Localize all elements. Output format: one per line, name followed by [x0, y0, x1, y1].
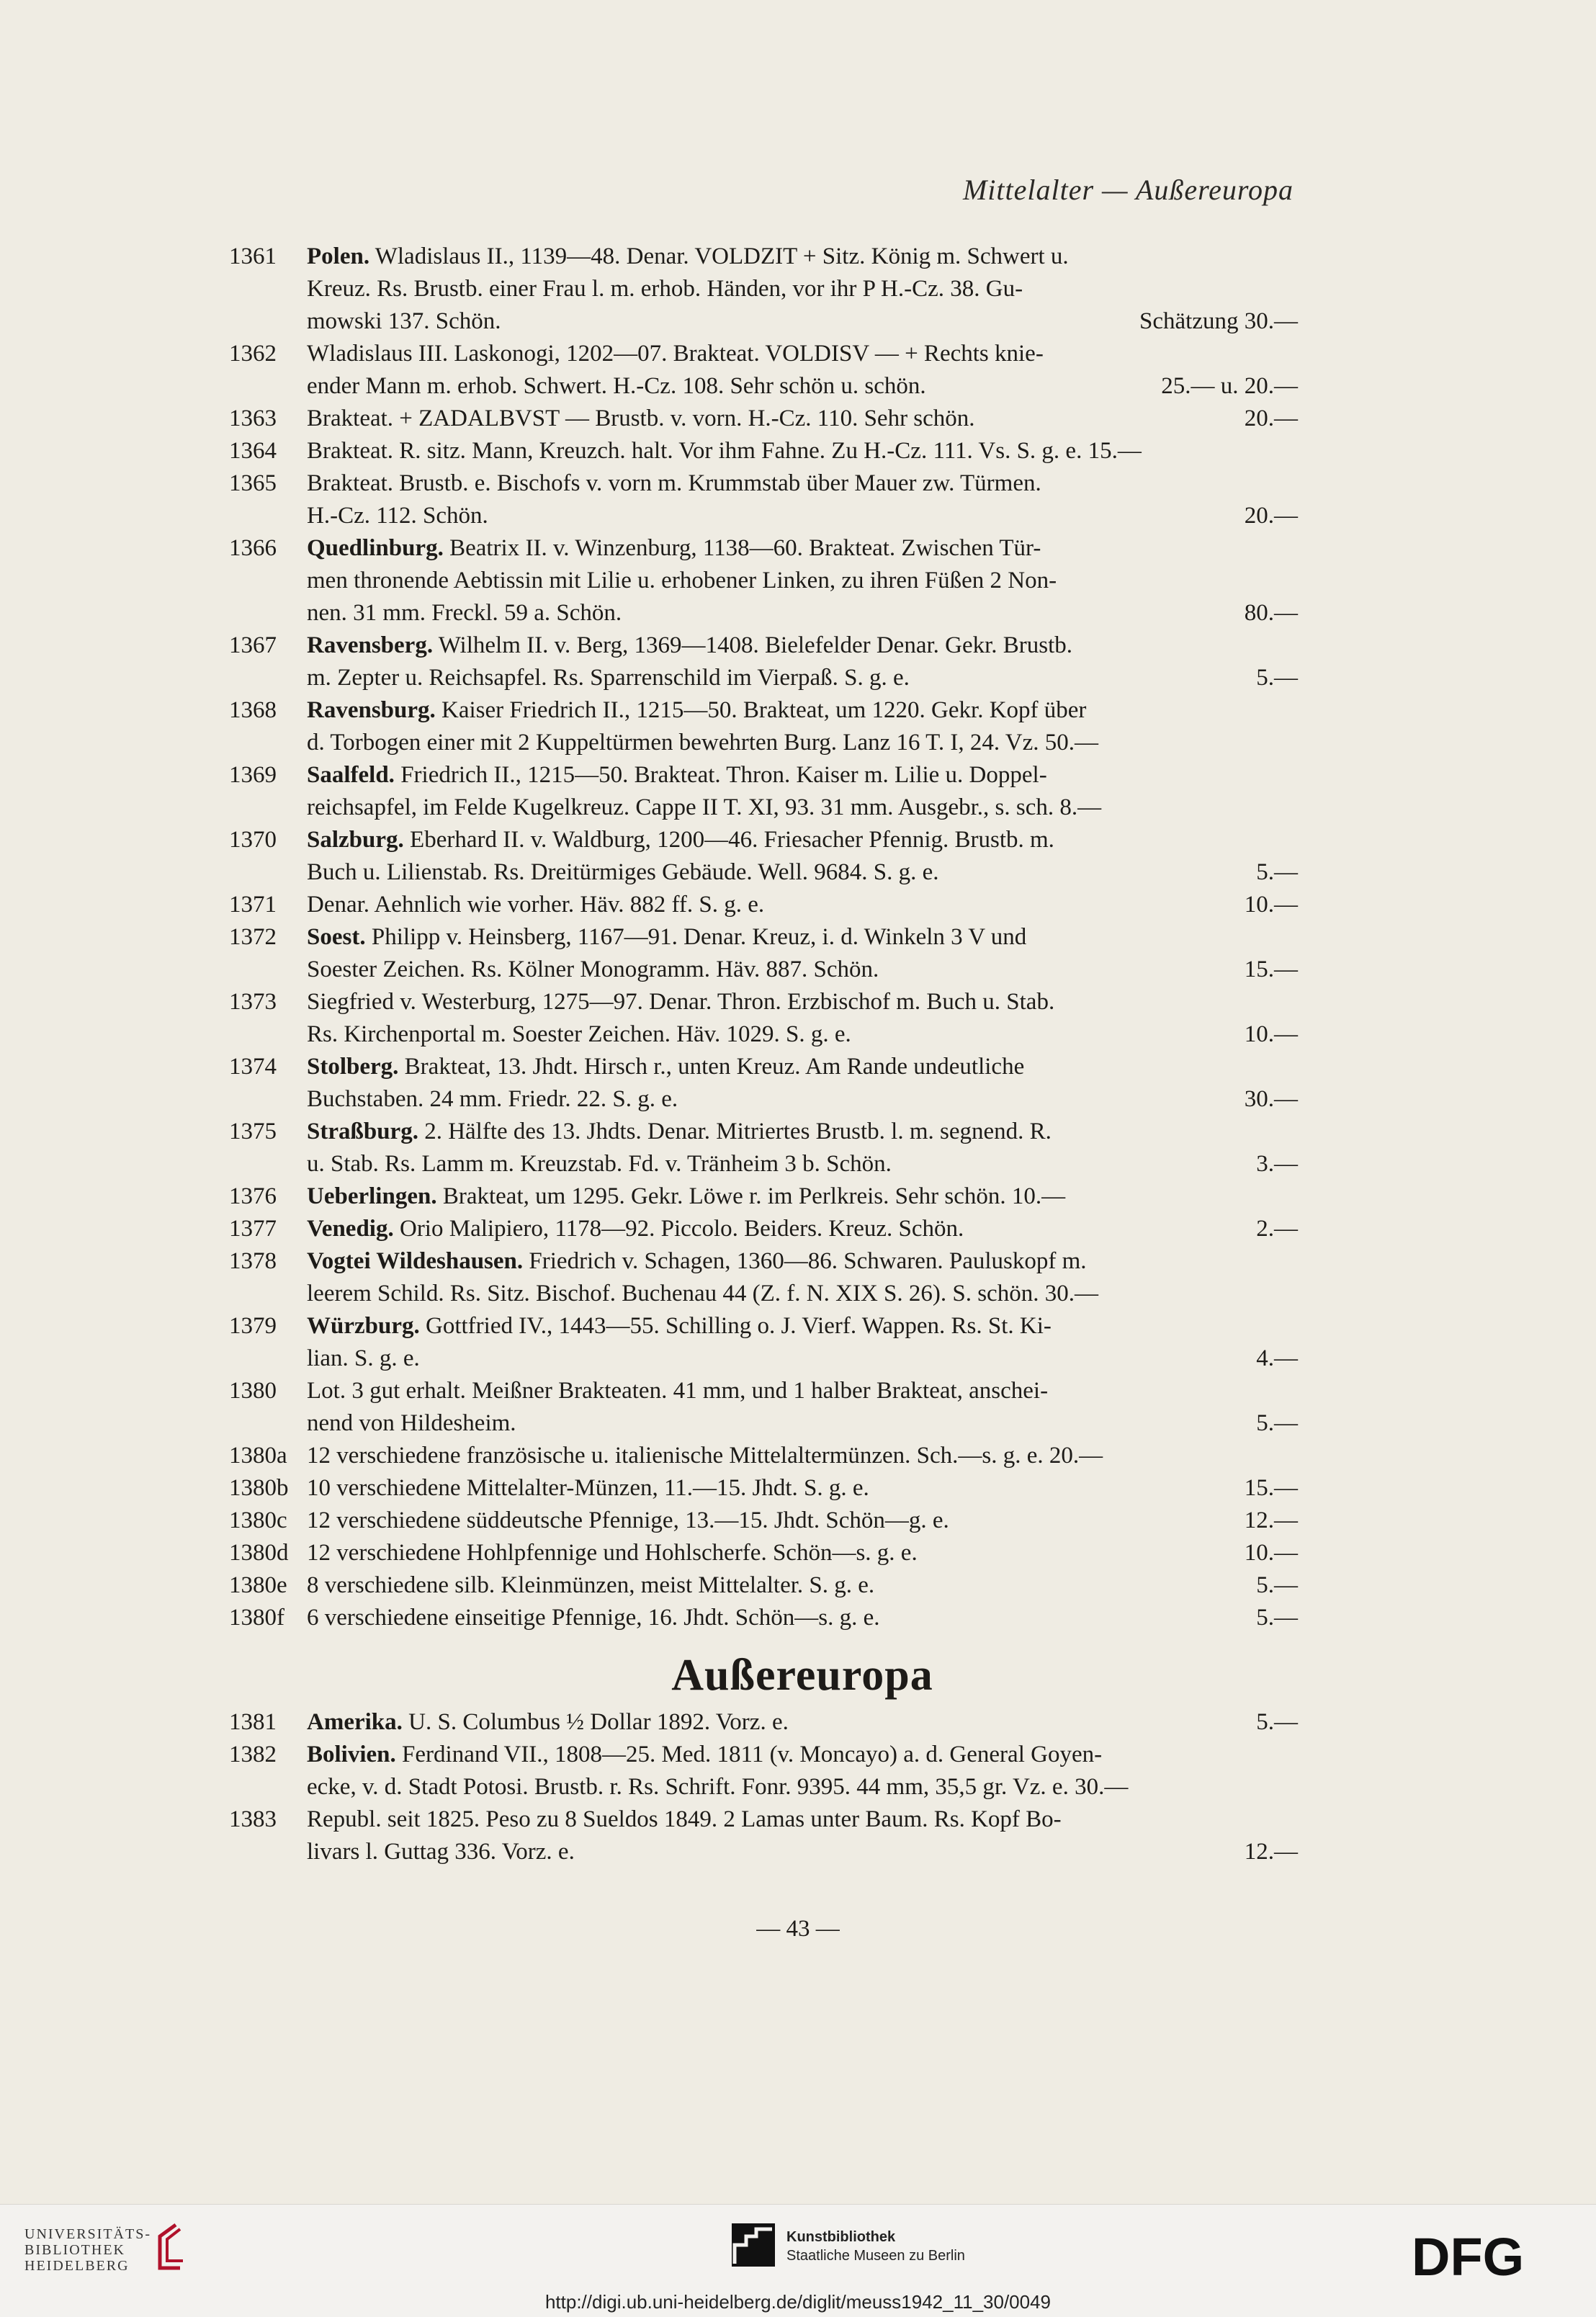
entry-description: 6 verschiedene einseitige Pfennige, 16. Jhdt. Schön—s. g. e.: [307, 1605, 880, 1631]
entry-text: [307, 856, 939, 889]
entry-description: Soester Zeichen. Rs. Kölner Monogramm. Häv. 887. Schön.: [307, 956, 879, 982]
entry-line: [307, 500, 1298, 532]
entry-text: [307, 532, 1041, 565]
entry-text: [307, 1537, 918, 1569]
entry-description: Brakteat. R. sitz. Mann, Kreuzch. halt. Vor ihm Fahne. Zu H.-Cz. 111. Vs. S. g. e. 15.—: [307, 438, 1142, 464]
entry-line: [307, 1375, 1298, 1407]
catalog-entry: [229, 694, 1298, 759]
entry-line: [307, 1440, 1298, 1472]
catalog-entry: [229, 241, 1298, 338]
catalog-entry: [229, 1375, 1298, 1440]
estimate-price: 30.—: [1244, 1086, 1298, 1112]
entry-text: [307, 1739, 1102, 1771]
entry-text: [307, 467, 1041, 500]
estimate-price: Schätzung 30.—: [1139, 308, 1298, 334]
lot-number: 1371: [229, 892, 277, 918]
estimate-price: 15.—: [1244, 1475, 1298, 1501]
estimate-price: 10.—: [1244, 1021, 1298, 1047]
entry-description: 2. Hälfte des 13. Jhdts. Denar. Mitriertes Brustb. l. m. segnend. R.: [424, 1119, 1052, 1144]
lot-number: 1383: [229, 1806, 277, 1832]
lot-number: 1381: [229, 1709, 277, 1735]
entry-line: [307, 954, 1298, 986]
entry-line: [307, 1569, 1298, 1602]
lot-number: 1362: [229, 341, 277, 367]
entry-text: [307, 954, 879, 986]
entry-line: [307, 792, 1298, 824]
catalog-entry: [229, 338, 1298, 403]
catalog-entry: [229, 824, 1298, 889]
catalog-entry: [229, 1505, 1298, 1537]
lot-number: 1364: [229, 438, 277, 464]
catalog-entry: [229, 889, 1298, 921]
entry-text: [307, 1706, 789, 1739]
lot-number: 1368: [229, 697, 277, 723]
entry-description: 10 verschiedene Mittelalter-Münzen, 11.—15. Jhdt. S. g. e.: [307, 1475, 869, 1501]
entry-line: [307, 1245, 1298, 1278]
entry-description: Rs. Kirchenportal m. Soester Zeichen. Häv. 1029. S. g. e.: [307, 1021, 851, 1047]
entry-line: [307, 1213, 1298, 1245]
entry-description: u. Stab. Rs. Lamm m. Kreuzstab. Fd. v. Tränheim 3 b. Schön.: [307, 1151, 892, 1177]
entry-line: [307, 1771, 1298, 1803]
entry-text: [307, 759, 1047, 792]
entry-description: m. Zepter u. Reichsapfel. Rs. Sparrenschild im Vierpaß. S. g. e.: [307, 665, 910, 691]
estimate-price: 20.—: [1244, 503, 1298, 529]
catalog-entry: [229, 1706, 1298, 1739]
lot-number: 1363: [229, 405, 277, 431]
entry-description: Wilhelm II. v. Berg, 1369—1408. Bielefelder Denar. Gekr. Brustb.: [438, 632, 1073, 658]
estimate-price: 80.—: [1244, 600, 1298, 626]
entry-description: Brakteat, 13. Jhdt. Hirsch r., unten Kreuz. Am Rande undeutliche: [404, 1054, 1025, 1080]
estimate-price: 5.—: [1256, 1709, 1298, 1735]
entry-description: Kaiser Friedrich II., 1215—50. Brakteat, um 1220. Gekr. Kopf über: [441, 697, 1087, 723]
entry-description: livars l. Guttag 336. Vorz. e.: [307, 1839, 575, 1865]
university-logo-icon: [154, 2222, 187, 2272]
lot-number: 1379: [229, 1313, 277, 1339]
lot-number: 1369: [229, 762, 277, 788]
entry-line: [307, 921, 1298, 954]
entry-description: Philipp v. Heinsberg, 1167—91. Denar. Kreuz, i. d. Winkeln 3 V und: [371, 924, 1027, 950]
section-title: Außereuropa: [671, 1651, 933, 1700]
entry-description: lian. S. g. e.: [307, 1345, 420, 1371]
entry-line: [307, 1051, 1298, 1083]
entry-line: [307, 435, 1298, 467]
entry-text: [307, 1407, 516, 1440]
entry-description: men thronende Aebtissin mit Lilie u. erhobener Linken, zu ihren Füßen 2 Non-: [307, 568, 1057, 593]
footer-bar: [0, 2204, 1596, 2290]
estimate-price: 5.—: [1256, 1572, 1298, 1598]
entry-line: [307, 338, 1298, 370]
permalink-url[interactable]: http://digi.ub.uni-heidelberg.de/diglit/meuss1942_11_30/0049: [0, 2289, 1596, 2317]
catalog-entry: [229, 1569, 1298, 1602]
entry-line: [307, 1148, 1298, 1180]
lot-number: 1373: [229, 989, 277, 1015]
entry-heading: Venedig.: [307, 1216, 394, 1242]
estimate-price: 20.—: [1244, 405, 1298, 431]
entry-line: [307, 1083, 1298, 1116]
entry-description: Republ. seit 1825. Peso zu 8 Sueldos 1849. 2 Lamas unter Baum. Rs. Kopf Bo-: [307, 1806, 1062, 1832]
catalog-entry: [229, 759, 1298, 824]
lot-number: 1380c: [229, 1507, 287, 1533]
catalog-entry: [229, 1739, 1298, 1803]
entry-line: [307, 1505, 1298, 1537]
entry-description: Lot. 3 gut erhalt. Meißner Brakteaten. 41 mm, und 1 halber Brakteat, anschei-: [307, 1378, 1049, 1404]
entry-text: [307, 1375, 1048, 1407]
entry-line: [307, 1310, 1298, 1343]
lot-number: 1378: [229, 1248, 277, 1274]
entry-line: [307, 1836, 1298, 1868]
kb-subtitle: Staatliche Museen zu Berlin: [786, 2248, 965, 2264]
entry-text: [307, 727, 1098, 759]
lot-number: 1361: [229, 243, 277, 269]
entry-text: [307, 792, 1101, 824]
entry-description: Ferdinand VII., 1808—25. Med. 1811 (v. Moncayo) a. d. General Goyen-: [402, 1742, 1103, 1767]
estimate-price: 5.—: [1256, 665, 1298, 691]
entry-description: 12 verschiedene Hohlpfennige und Hohlscherfe. Schön—s. g. e.: [307, 1540, 918, 1566]
lot-number: 1382: [229, 1742, 277, 1767]
entry-text: [307, 1180, 1065, 1213]
entry-line: [307, 1739, 1298, 1771]
entry-text: [307, 986, 1054, 1018]
entry-heading: Saalfeld.: [307, 762, 395, 788]
entry-text: [307, 403, 975, 435]
entry-description: reichsapfel, im Felde Kugelkreuz. Cappe II T. XI, 93. 31 mm. Ausgebr., s. sch. 8.—: [307, 794, 1102, 820]
estimate-price: 10.—: [1244, 1540, 1298, 1566]
entry-text: [307, 1771, 1128, 1803]
entry-text: [307, 662, 910, 694]
entry-line: [307, 694, 1298, 727]
entry-description: Brakteat. Brustb. e. Bischofs v. vorn m. Krummstab über Mauer zw. Türmen.: [307, 470, 1041, 496]
uni-line: UNIVERSITÄTS-: [24, 2226, 151, 2242]
estimate-price: 5.—: [1256, 1605, 1298, 1631]
entry-line: [307, 1537, 1298, 1569]
entry-text: [307, 1278, 1098, 1310]
entry-description: Buch u. Lilienstab. Rs. Dreitürmiges Gebäude. Well. 9684. S. g. e.: [307, 859, 939, 885]
page-number: — 43 —: [756, 1916, 840, 1942]
entry-text: [307, 1836, 575, 1868]
entry-text: [307, 1505, 949, 1537]
entry-text: [307, 1803, 1062, 1836]
entry-text: [307, 305, 501, 338]
entry-heading: Polen.: [307, 243, 370, 269]
catalog-entry: [229, 403, 1298, 435]
entry-description: Orio Malipiero, 1178—92. Piccolo. Beiders. Kreuz. Schön.: [399, 1216, 964, 1242]
entry-text: [307, 824, 1054, 856]
entry-text: [307, 694, 1086, 727]
estimate-price: 2.—: [1256, 1216, 1298, 1242]
entry-text: [307, 1569, 874, 1602]
entry-heading: Straßburg.: [307, 1119, 418, 1144]
lot-number: 1370: [229, 827, 277, 853]
entry-text: [307, 1213, 964, 1245]
catalog-entry: [229, 1116, 1298, 1180]
entry-description: Friedrich v. Schagen, 1360—86. Schwaren. Pauluskopf m.: [529, 1248, 1087, 1274]
uni-line: HEIDELBERG: [24, 2258, 130, 2274]
entry-description: Kreuz. Rs. Brustb. einer Frau l. m. erhob. Händen, vor ihr P H.-Cz. 38. Gu-: [307, 276, 1023, 302]
catalog-entry: [229, 1440, 1298, 1472]
running-title: Mittelalter — Außereuropa: [962, 174, 1294, 206]
entry-heading: Ravensberg.: [307, 632, 434, 658]
entry-text: [307, 1116, 1052, 1148]
entry-description: Beatrix II. v. Winzenburg, 1138—60. Brakteat. Zwischen Tür-: [449, 535, 1041, 561]
entry-text: [307, 1343, 420, 1375]
entry-text: [307, 241, 1069, 273]
entry-text: [307, 500, 488, 532]
entry-line: [307, 1018, 1298, 1051]
catalog-entry: [229, 1180, 1298, 1213]
university-library-name: [24, 2226, 151, 2274]
entry-description: nend von Hildesheim.: [307, 1410, 516, 1436]
entry-line: [307, 273, 1298, 305]
catalog-entry: [229, 921, 1298, 986]
lot-number: 1366: [229, 535, 277, 561]
lot-number: 1367: [229, 632, 277, 658]
entry-description: H.-Cz. 112. Schön.: [307, 503, 488, 529]
entry-line: [307, 1803, 1298, 1836]
entry-description: Wladislaus II., 1139—48. Denar. VOLDZIT + Sitz. König m. Schwert u.: [375, 243, 1069, 269]
entry-description: Gottfried IV., 1443—55. Schilling o. J. Vierf. Wappen. Rs. St. Ki-: [426, 1313, 1052, 1339]
lot-number: 1376: [229, 1183, 277, 1209]
entry-line: [307, 1180, 1298, 1213]
entry-text: [307, 1083, 678, 1116]
lot-number: 1380a: [229, 1443, 287, 1469]
lot-number: 1365: [229, 470, 277, 496]
entry-line: [307, 597, 1298, 629]
entry-text: [307, 889, 764, 921]
entry-text: [307, 435, 1142, 467]
lot-number: 1372: [229, 924, 277, 950]
entry-line: [307, 370, 1298, 403]
lot-number: 1375: [229, 1119, 277, 1144]
entries-mittelalter: [229, 241, 1298, 1634]
kunstbibliothek-logo-icon: [732, 2223, 775, 2267]
entry-description: leerem Schild. Rs. Sitz. Bischof. Buchenau 44 (Z. f. N. XIX S. 26). S. schön. 30.—: [307, 1281, 1098, 1307]
entry-text: [307, 1440, 1103, 1472]
entry-text: [307, 338, 1044, 370]
entry-text: [307, 370, 926, 403]
estimate-price: 12.—: [1244, 1839, 1298, 1865]
lot-number: 1380b: [229, 1475, 289, 1501]
catalog-entry: [229, 1213, 1298, 1245]
lot-number: 1380f: [229, 1605, 284, 1631]
entry-text: [307, 1245, 1087, 1278]
entry-line: [307, 305, 1298, 338]
entry-text: [307, 1148, 892, 1180]
entry-line: [307, 467, 1298, 500]
lot-number: 1380: [229, 1378, 277, 1404]
catalog-entry: [229, 532, 1298, 629]
entry-text: [307, 1310, 1052, 1343]
entry-line: [307, 241, 1298, 273]
estimate-price: 25.— u. 20.—: [1161, 373, 1298, 399]
entry-description: d. Torbogen einer mit 2 Kuppeltürmen bewehrten Burg. Lanz 16 T. I, 24. Vz. 50.—: [307, 730, 1098, 756]
estimate-price: 5.—: [1256, 1410, 1298, 1436]
entry-heading: Stolberg.: [307, 1054, 399, 1080]
entry-line: [307, 986, 1298, 1018]
catalog-entry: [229, 467, 1298, 532]
entry-line: [307, 1343, 1298, 1375]
entry-line: [307, 565, 1298, 597]
entry-heading: Ueberlingen.: [307, 1183, 437, 1209]
entries-aussereuropa: [229, 1706, 1298, 1868]
entry-line: [307, 1407, 1298, 1440]
entry-heading: Salzburg.: [307, 827, 404, 853]
entry-description: Brakteat. + ZADALBVST — Brustb. v. vorn. H.-Cz. 110. Sehr schön.: [307, 405, 975, 431]
uni-line: BIBLIOTHEK: [24, 2242, 125, 2258]
lot-number: 1377: [229, 1216, 277, 1242]
entry-heading: Bolivien.: [307, 1742, 396, 1767]
entry-description: 12 verschiedene französische u. italienische Mittelaltermünzen. Sch.—s. g. e. 20.—: [307, 1443, 1103, 1469]
entry-line: [307, 1602, 1298, 1634]
catalog-entry: [229, 1472, 1298, 1505]
entry-line: [307, 1116, 1298, 1148]
estimate-price: 12.—: [1244, 1507, 1298, 1533]
catalog-entry: [229, 1310, 1298, 1375]
entry-description: ecke, v. d. Stadt Potosi. Brustb. r. Rs. Schrift. Fonr. 9395. 44 mm, 35,5 gr. Vz. e. 30.—: [307, 1774, 1129, 1800]
entry-line: [307, 1472, 1298, 1505]
entry-line: [307, 824, 1298, 856]
entry-line: [307, 403, 1298, 435]
entry-heading: Amerika.: [307, 1709, 403, 1735]
catalog-entry: [229, 1803, 1298, 1868]
entry-text: [307, 565, 1057, 597]
dfg-logo-icon: [1412, 2233, 1570, 2281]
entry-text: [307, 1051, 1024, 1083]
lot-number: 1380d: [229, 1540, 289, 1566]
entry-description: Buchstaben. 24 mm. Friedr. 22. S. g. e.: [307, 1086, 678, 1112]
kunstbibliothek-label: [786, 2228, 965, 2265]
catalog-entry: [229, 1602, 1298, 1634]
entry-heading: Ravensburg.: [307, 697, 436, 723]
entry-line: [307, 1278, 1298, 1310]
catalog-entry: [229, 629, 1298, 694]
entry-description: U. S. Columbus ½ Dollar 1892. Vorz. e.: [408, 1709, 789, 1735]
entry-description: nen. 31 mm. Freckl. 59 a. Schön.: [307, 600, 622, 626]
kb-name: Kunstbibliothek: [786, 2229, 896, 2245]
catalog-entry: [229, 1051, 1298, 1116]
entry-heading: Soest.: [307, 924, 366, 950]
entry-line: [307, 856, 1298, 889]
entry-text: [307, 273, 1023, 305]
catalog-entries: [229, 241, 1298, 1868]
entry-line: [307, 727, 1298, 759]
entry-description: Friedrich II., 1215—50. Brakteat. Thron. Kaiser m. Lilie u. Doppel-: [400, 762, 1047, 788]
catalog-entry: [229, 435, 1298, 467]
entry-text: [307, 1018, 851, 1051]
entry-line: [307, 889, 1298, 921]
catalog-entry: [229, 1245, 1298, 1310]
entry-description: Brakteat, um 1295. Gekr. Löwe r. im Perlkreis. Sehr schön. 10.—: [442, 1183, 1066, 1209]
entry-text: [307, 629, 1072, 662]
entry-heading: Würzburg.: [307, 1313, 420, 1339]
entry-line: [307, 629, 1298, 662]
entry-text: [307, 1472, 869, 1505]
entry-text: [307, 597, 622, 629]
estimate-price: 5.—: [1256, 859, 1298, 885]
entry-description: Siegfried v. Westerburg, 1275—97. Denar. Thron. Erzbischof m. Buch u. Stab.: [307, 989, 1055, 1015]
lot-number: 1374: [229, 1054, 277, 1080]
entry-line: [307, 662, 1298, 694]
entry-text: [307, 921, 1026, 954]
catalog-entry: [229, 1537, 1298, 1569]
estimate-price: 3.—: [1256, 1151, 1298, 1177]
dfg-text: DFG: [1412, 2233, 1525, 2281]
entry-description: Wladislaus III. Laskonogi, 1202—07. Brakteat. VOLDISV — + Rechts knie-: [307, 341, 1044, 367]
entry-description: 8 verschiedene silb. Kleinmünzen, meist Mittelalter. S. g. e.: [307, 1572, 875, 1598]
entry-description: mowski 137. Schön.: [307, 308, 501, 334]
entry-line: [307, 759, 1298, 792]
entry-text: [307, 1602, 880, 1634]
entry-heading: Vogtei Wildeshausen.: [307, 1248, 524, 1274]
entry-heading: Quedlinburg.: [307, 535, 444, 561]
entry-line: [307, 532, 1298, 565]
entry-description: Denar. Aehnlich wie vorher. Häv. 882 ff. S. g. e.: [307, 892, 765, 918]
entry-line: [307, 1706, 1298, 1739]
entry-description: ender Mann m. erhob. Schwert. H.-Cz. 108. Sehr schön u. schön.: [307, 373, 926, 399]
catalog-entry: [229, 986, 1298, 1051]
lot-number: 1380e: [229, 1572, 287, 1598]
estimate-price: 4.—: [1256, 1345, 1298, 1371]
entry-description: Eberhard II. v. Waldburg, 1200—46. Friesacher Pfennig. Brustb. m.: [410, 827, 1054, 853]
estimate-price: 10.—: [1244, 892, 1298, 918]
entry-description: 12 verschiedene süddeutsche Pfennige, 13.—15. Jhdt. Schön—g. e.: [307, 1507, 949, 1533]
estimate-price: 15.—: [1244, 956, 1298, 982]
